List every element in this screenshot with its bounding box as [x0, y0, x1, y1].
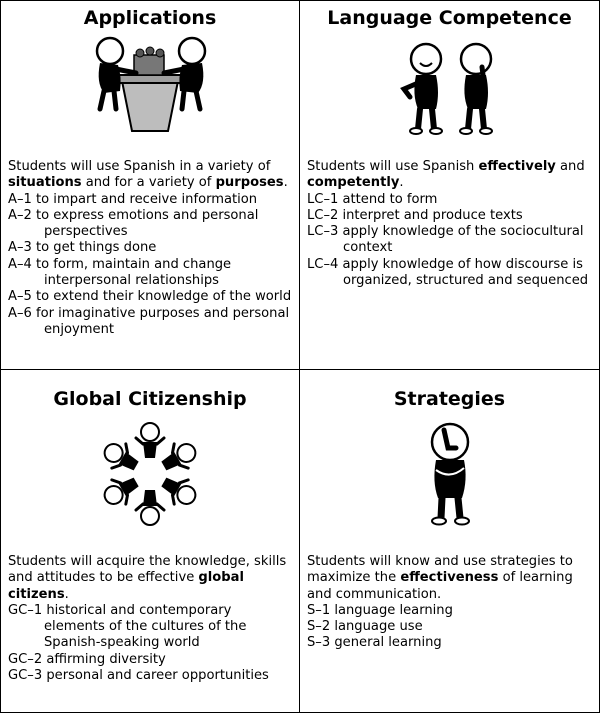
language-list [307, 192, 595, 290]
language-competence-panel [299, 0, 600, 370]
list-item: A–3 to get things done [8, 240, 157, 256]
list-item: A–2 to express emotions and personal perspectives [8, 207, 259, 240]
list-item: LC–4 apply knowledge of how discourse is organized, structured and sequenced [307, 256, 589, 289]
strategies-panel [299, 369, 600, 713]
language-intro: Students will use Spanish effectively and competently. [307, 159, 585, 191]
language-body [307, 159, 595, 289]
applications-title: Applications [83, 7, 217, 29]
list-item: GC–1 historical and contemporary elements of the cultures of the Spanish-speaking world [8, 602, 247, 651]
applications-list [8, 192, 295, 339]
list-item: A–6 for imaginative purposes and personal enjoyment [8, 305, 290, 337]
list-item: GC–2 affirming diversity [8, 651, 166, 667]
list-item: LC–3 apply knowledge of the sociocultural context [307, 224, 584, 256]
global-title: Global Citizenship [53, 388, 247, 410]
strategies-body [307, 554, 595, 652]
language-title: Language Competence [327, 7, 572, 29]
list-item: LC–1 attend to form [307, 191, 438, 207]
list-item: S–1 language learning [307, 602, 453, 618]
global-list [8, 603, 295, 684]
two-people-working-at-table-icon [80, 33, 220, 133]
list-item: GC–3 personal and career opportunities [8, 668, 269, 684]
applications-panel [0, 0, 300, 370]
strategies-title: Strategies [393, 388, 506, 410]
applications-intro: Students will use Spanish in a variety of situations and for a variety of purposes. [8, 159, 288, 191]
list-item: A–1 to impart and receive information [8, 191, 258, 207]
list-item: S–2 language use [307, 619, 423, 635]
list-item: S–3 general learning [307, 635, 442, 651]
global-body [8, 554, 295, 684]
thinking-person-icon [410, 418, 490, 530]
list-item: A–4 to form, maintain and change interpersonal relationships [8, 256, 232, 289]
applications-body [8, 159, 295, 338]
strategies-list [307, 603, 595, 652]
people-circle-icon [95, 414, 205, 532]
list-item: LC–2 interpret and produce texts [307, 207, 523, 223]
two-people-talking-icon [390, 37, 510, 137]
global-intro: Students will acquire the knowledge, skills and attitudes to be effective global citizens. [8, 554, 287, 602]
strategies-intro: Students will know and use strategies to maximize the effectiveness of learning and communication. [307, 554, 573, 602]
list-item: A–5 to extend their knowledge of the world [8, 289, 292, 305]
global-citizenship-panel [0, 369, 300, 713]
